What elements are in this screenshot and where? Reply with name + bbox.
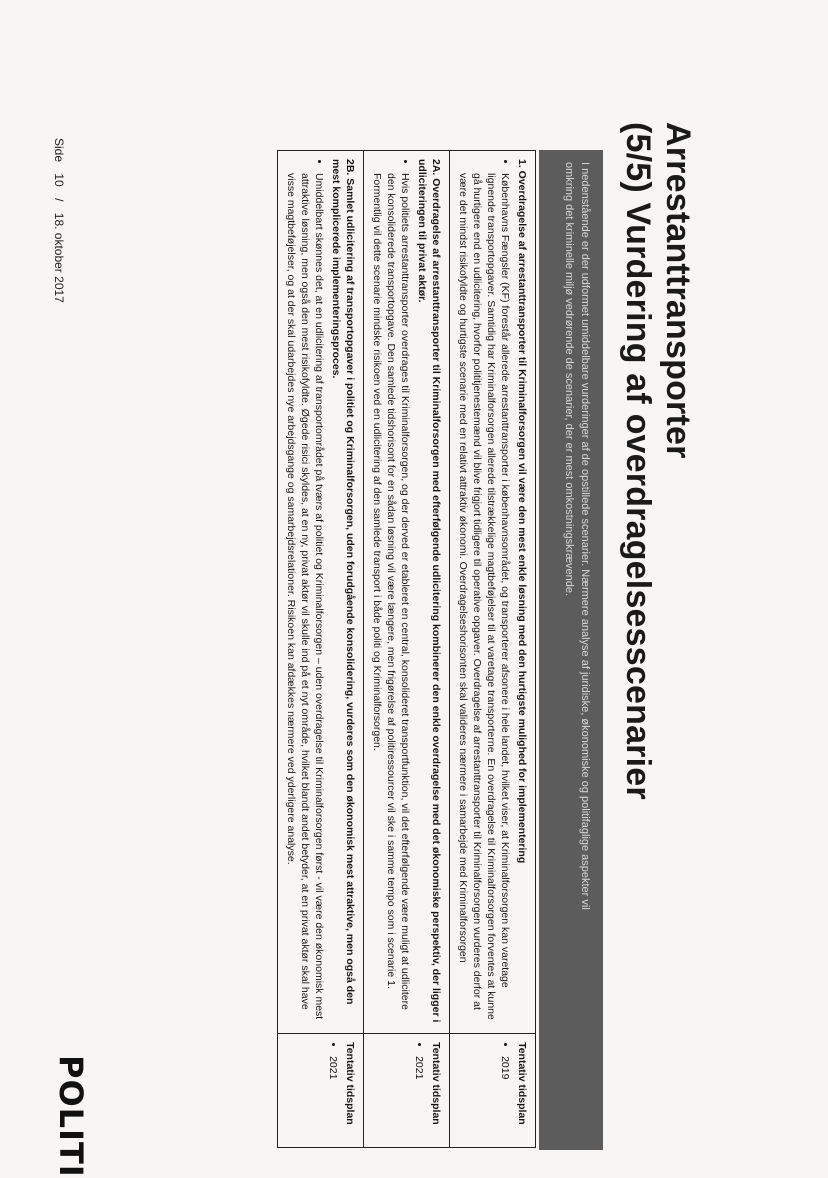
scenario-row-2b [278,151,364,1148]
scenario-body: • Umiddelbart skønnes det, at en udlicitering af transportområdet på tværs af politiet og Kriminalforsorgen – uden overdragelse til Kriminalforsorgen først - vil være den økonomisk mest attraktive løsning, men også den mest risikofyldte. Øgede risici skyldes, at en ny, privat aktør vil skulle ind på et nyt område, hvilket blandt andet betyder, at en privat aktør skal have visse magtbeføjelser, og at der skal udarbejdes nye arbejdsgange og samarbejdsrelationer. Risikoen kan afdækkes nærmere ved yderligere analyse. [284,173,326,1025]
scenario-title: 2B. Samlet udlicitering af transportopgaver i politiet og Kriminalforsorgen, uden forudgående konsolidering, vurderes som den økonomisk mest attraktive, men også den mest komplicerede implementeringsproces. [330,159,356,1005]
intro-band [539,150,603,1150]
title-line-1: Arrestanttransporter [659,122,697,459]
plan-year: • 2021 [326,1056,340,1139]
scenario-title: 2A. Overdragelse af arrestanttransporter til Kriminalforsorgen med efterfølgende udlicitering kombinerer den enkle overdragelse med det økonomiske perspektiv, der ligger i udliciteringen til privat aktør. [416,159,442,1023]
footer-date: 18. oktober 2017 [52,212,66,303]
page-title [618,122,698,922]
intro-line-2: omkring det kriminelle miljø vedrørende de scenarier, der er mest omkostningskrævende. [563,162,575,597]
scenario-table [277,150,536,1148]
plan-header: Tentativ tidsplan [344,1042,356,1125]
scenario-cell [278,151,364,1034]
plan-year: • 2019 [498,1056,512,1139]
footer-separator: / [52,198,66,202]
plan-header: Tentativ tidsplan [516,1042,528,1125]
plan-header: Tentativ tidsplan [430,1042,442,1125]
scenario-row-1 [450,151,536,1148]
plan-cell [364,1034,450,1148]
intro-line-1: I nedenstående er der udformet umiddelbare vurderinger af de opstillede scenarier. Nærmere analyse af juridiske, økonomiske og politifaglige aspekter vil [579,162,591,910]
plan-cell [278,1034,364,1148]
footer-page-number: 10 [52,173,66,187]
footer-side-label: Side [52,138,66,163]
scenario-body: • Københavns Fængsler (KF) forestår allerede arrestanttransporter i københavnsområdet, og transporterer afsonere i hele landet, hvilket viser, at Kriminalforsorgen kan varetage lignende transportopgaver. Samtidig har Kriminalforsorgen allerede tilstrækkelige magtbeføjelser til at varetage transporterne. En overdragelse til Kriminalforsorgen forventes at kunne gå hurtigere end en udlicitering, hvorfor polititjenestemænd vil blive frigjort tidligere til operative opgaver. Overdragelse af arrestanttransporter til Kriminalforsorgen vurderes derfor at være det mindst risikofyldte og hurtigste scenarie med en relativt attraktiv økonomi. Overdragelseshorisonten skal valideres nærmere i samarbejde med Kriminalforsorgen [456,173,512,1025]
plan-year: • 2021 [412,1056,426,1139]
title-line-2: (5/5) Vurdering af overdragelsesscenarier [619,122,657,800]
scenario-title: 1. Overdragelse af arrestanttransporter til Kriminalforsorgen vil være den mest enkle løsning med den hurtigste mulighed for implementering [516,159,528,864]
scenario-row-2a [364,151,450,1148]
scenario-cell [450,151,536,1034]
politi-logo: POLITI [52,1055,90,1178]
scenario-cell [364,151,450,1034]
scenario-body: • Hvis politiets arrestanttransporter overdrages til Kriminalforsorgen, og der derved er etableret en central, konsolideret transportfunktion, vil det efterfølgende være muligt at udlicitere den konsoliderede transportopgave. Den samlede tidshorisont for en sådan løsning vil være længere, men frigørelse af politiressourcer vil ske i samme tempo som i scenarie 1. Formentlig vil dette scenarie mindske risikoen ved en udlicitering af den samlede transport i både politi og Kriminalforsorgen. [370,173,412,1025]
page-footer [52,138,66,311]
plan-cell [450,1034,536,1148]
